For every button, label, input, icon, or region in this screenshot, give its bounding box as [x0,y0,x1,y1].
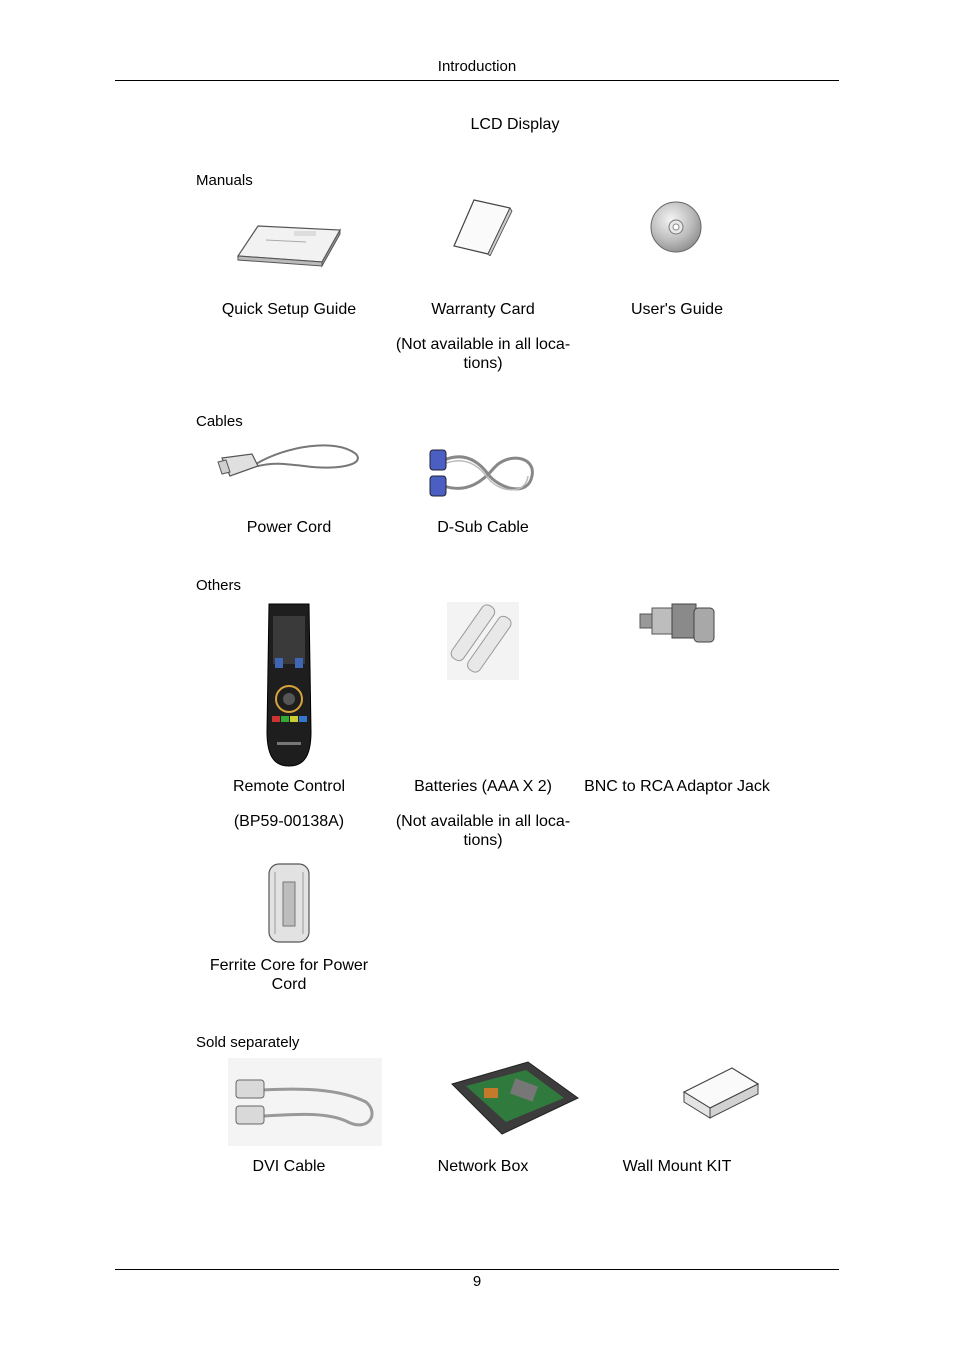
power-cord-label: Power Cord [246,519,332,536]
cd-icon [650,201,702,253]
users-guide-label: User's Guide [631,301,723,318]
section-title-others: Others [196,577,242,594]
remote-control-label: Remote Control [232,778,346,795]
dvi-cable-icon [228,1058,382,1146]
remote-control-icon [265,602,313,768]
remote-control-model: (BP59-00138A) [233,813,345,830]
section-title-manuals: Manuals [196,172,253,189]
page-number: 9 [472,1273,482,1290]
dsub-cable-icon [428,446,536,500]
warranty-card-label: Warranty Card [431,301,535,318]
header-rule [115,80,839,81]
wall-mount-kit-label: Wall Mount KIT [622,1158,732,1175]
bnc-adaptor-label: BNC to RCA Adaptor Jack [584,778,770,795]
batteries-note: (Not available in all loca- tions) [395,813,571,849]
dsub-cable-label: D-Sub Cable [437,519,529,536]
dvi-cable-label: DVI Cable [252,1158,326,1175]
quick-setup-guide-label: Quick Setup Guide [221,301,357,318]
batteries-label: Batteries (AAA X 2) [414,778,552,795]
power-cord-icon [216,440,362,488]
batteries-icon [447,602,519,680]
bnc-adaptor-icon [638,600,718,646]
ferrite-core-label: Ferrite Core for Power Cord [209,957,369,993]
booklet-icon [236,222,342,268]
warranty-card-note: (Not available in all loca- tions) [395,336,571,372]
ferrite-core-icon [267,862,311,944]
section-title-cables: Cables [196,413,243,430]
section-title-sold-separately: Sold separately [196,1034,300,1051]
page-header: Introduction [437,58,517,75]
network-box-icon [450,1058,580,1136]
card-icon [452,198,514,256]
lcd-display-label: LCD Display [470,116,560,133]
network-box-label: Network Box [437,1158,529,1175]
wall-mount-kit-icon [682,1066,760,1120]
footer-rule [115,1269,839,1270]
